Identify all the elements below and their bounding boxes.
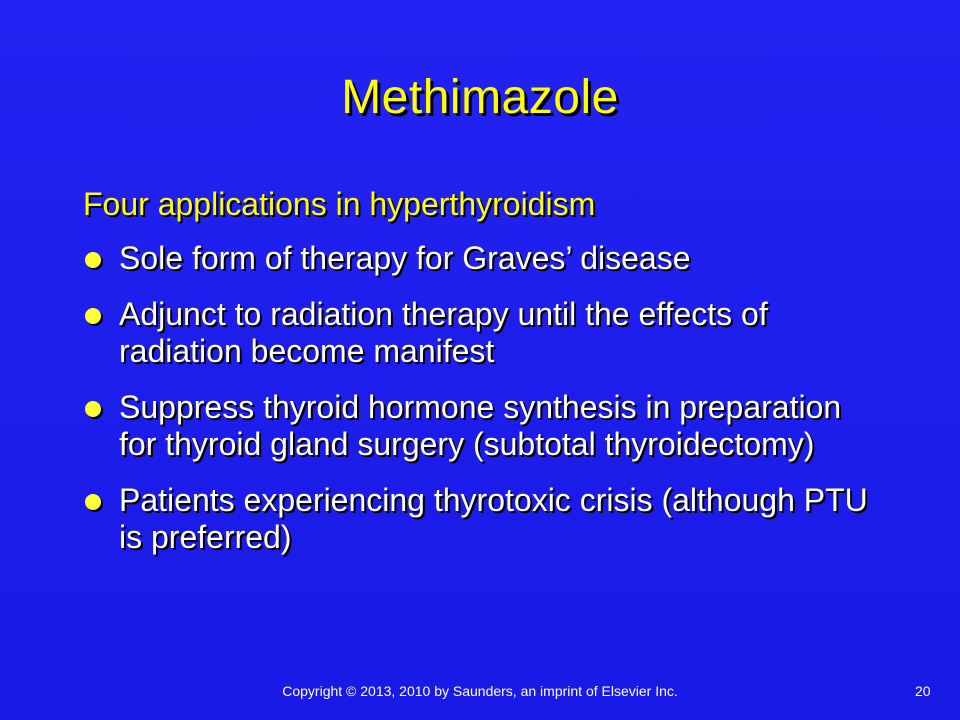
bullet-text: Sole form of therapy for Graves’ disease (119, 240, 691, 276)
bullet-text: Adjunct to radiation therapy until the effects of radiation become manifest (119, 296, 768, 369)
bullet-item (83, 389, 883, 463)
slide-intro: Four applications in hyperthyroidism (83, 186, 596, 222)
bullet-dot-icon (85, 401, 101, 417)
bullet-item (83, 240, 883, 277)
slide-title: Methimazole (341, 71, 619, 124)
page-number: 20 (915, 683, 931, 699)
bullet-dot-icon (85, 308, 101, 324)
bullet-item (83, 482, 883, 556)
bullet-list (83, 240, 883, 575)
bullet-dot-icon (85, 252, 101, 268)
bullet-item (83, 296, 883, 370)
copyright-footer: Copyright © 2013, 2010 by Saunders, an imprint of Elsevier Inc. (282, 683, 678, 699)
bullet-text: Patients experiencing thyrotoxic crisis (although PTU is preferred) (119, 482, 868, 555)
bullet-text: Suppress thyroid hormone synthesis in preparation for thyroid gland surgery (subtotal thyroidectomy) (119, 389, 842, 462)
bullet-dot-icon (85, 494, 101, 510)
